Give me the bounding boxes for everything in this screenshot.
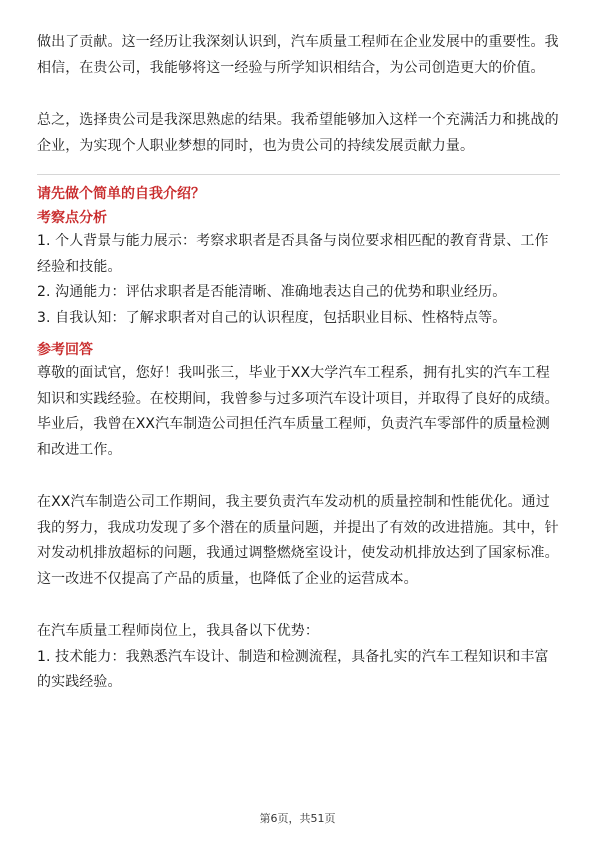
answer-paragraph: 尊敬的面试官，您好！我叫张三，毕业于XX大学汽车工程系，拥有扎实的汽车工程知识和实践经验。在校期间，我曾参与过多项汽车设计项目，并取得了良好的成绩。毕业后，我曾在XX汽车制造公司担任汽车质量工程师，负责汽车零部件的质量检测和改进工作。 — [37, 365, 559, 458]
analysis-point: 2. 沟通能力：评估求职者是否能清晰、准确地表达自己的优势和职业经历。 — [37, 284, 507, 300]
intro-paragraph: 做出了贡献。这一经历让我深刻认识到，汽车质量工程师在企业发展中的重要性。我相信，在贵公司，我能够将这一经验与所学知识相结合，为公司创造更大的价值。 — [37, 34, 559, 76]
section-divider — [37, 174, 560, 175]
answer-paragraph: 在XX汽车制造公司工作期间，我主要负责汽车发动机的质量控制和性能优化。通过我的努力，我成功发现了多个潜在的质量问题，并提出了有效的改进措施。其中，针对发动机排放超标的问题，我通过调整燃烧室设计，使发动机排放达到了国家标准。这一改进不仅提高了产品的质量，也降低了企业的运营成本。 — [37, 494, 559, 587]
answer-heading: 参考回答 — [37, 342, 93, 358]
analysis-heading: 考察点分析 — [37, 210, 107, 226]
answer-paragraph: 1. 技术能力：我熟悉汽车设计、制造和检测流程，具备扎实的汽车工程知识和丰富的实践经验。 — [37, 648, 549, 690]
page-content — [37, 30, 560, 696]
analysis-point: 1. 个人背景与能力展示：考察求职者是否具备与岗位要求相匹配的教育背景、工作经验和技能。 — [37, 233, 549, 275]
analysis-point: 3. 自我认知：了解求职者对自己的认识程度，包括职业目标、性格特点等。 — [37, 309, 507, 326]
page-number: 第6页，共51页 — [259, 812, 336, 825]
answer-paragraph: 在汽车质量工程师岗位上，我具备以下优势： — [37, 623, 319, 639]
question-title: 请先做个简单的自我介绍？ — [37, 186, 205, 202]
intro-paragraph: 总之，选择贵公司是我深思熟虑的结果。我希望能够加入这样一个充满活力和挑战的企业，为实现个人职业梦想的同时，也为贵公司的持续发展贡献力量。 — [37, 112, 559, 154]
